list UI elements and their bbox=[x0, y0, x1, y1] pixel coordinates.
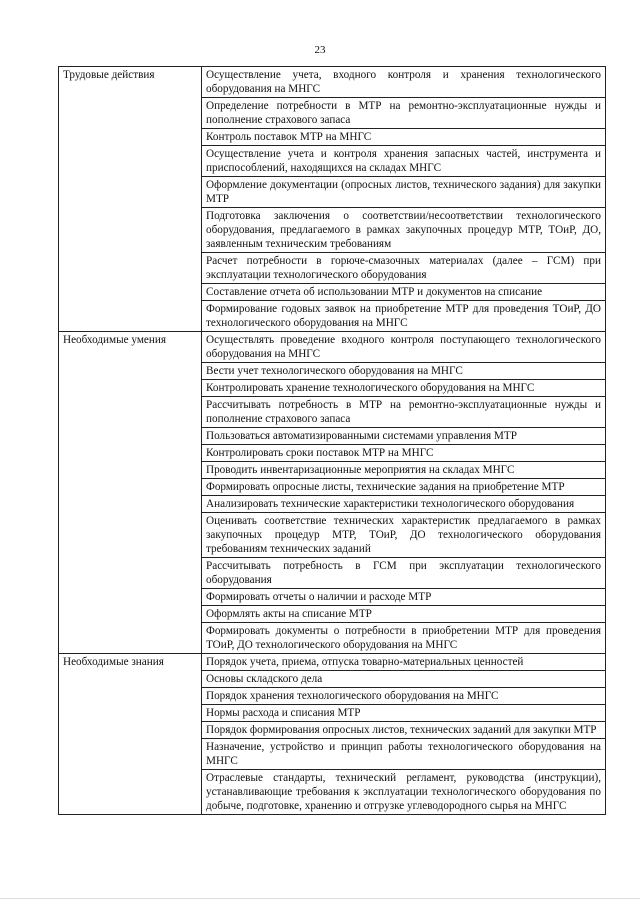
requirement-item: Осуществление учета, входного контроля и хранения технологического оборудования на МНГС bbox=[202, 67, 606, 98]
requirement-item: Назначение, устройство и принцип работы технологического оборудования на МНГС bbox=[202, 739, 606, 770]
requirement-item: Нормы расхода и списания МТР bbox=[202, 705, 606, 722]
requirement-item: Рассчитывать потребность в МТР на ремонтно-эксплуатационные нужды и пополнение страхового запаса bbox=[202, 397, 606, 428]
section-title: Трудовые действия bbox=[59, 67, 202, 332]
requirement-item: Осуществление учета и контроля хранения запасных частей, инструмента и приспособлений, находящихся на складах МНГС bbox=[202, 146, 606, 177]
section-title: Необходимые умения bbox=[59, 332, 202, 654]
table-row bbox=[59, 332, 606, 363]
requirement-item: Пользоваться автоматизированными системами управления МТР bbox=[202, 428, 606, 445]
requirements-table bbox=[58, 66, 606, 815]
requirement-item: Рассчитывать потребность в ГСМ при эксплуатации технологического оборудования bbox=[202, 558, 606, 589]
requirement-item: Проводить инвентаризационные мероприятия на складах МНГС bbox=[202, 462, 606, 479]
requirement-item: Определение потребности в МТР на ремонтно-эксплуатационные нужды и пополнение страхового запаса bbox=[202, 98, 606, 129]
requirement-item: Оценивать соответствие технических характеристик предлагаемого в рамках закупочных процедур МТР, ТОиР, ДО технологического оборудования требованиям технических заданий bbox=[202, 513, 606, 558]
requirement-item: Осуществлять проведение входного контроля поступающего технологического оборудования на МНГС bbox=[202, 332, 606, 363]
scan-edge-line bbox=[0, 898, 640, 899]
requirement-item: Формировать отчеты о наличии и расходе МТР bbox=[202, 589, 606, 606]
requirement-item: Порядок хранения технологического оборудования на МНГС bbox=[202, 688, 606, 705]
requirement-item: Формирование годовых заявок на приобретение МТР для проведения ТОиР, ДО технологического оборудования на МНГС bbox=[202, 301, 606, 332]
requirement-item: Оформление документации (опросных листов, технического задания) для закупки МТР bbox=[202, 177, 606, 208]
requirement-item: Расчет потребности в горюче-смазочных материалах (далее – ГСМ) при эксплуатации технологического оборудования bbox=[202, 253, 606, 284]
page-number: 23 bbox=[314, 44, 326, 56]
requirement-item: Порядок учета, приема, отпуска товарно-материальных ценностей bbox=[202, 654, 606, 671]
requirement-item: Анализировать технические характеристики технологического оборудования bbox=[202, 496, 606, 513]
requirement-item: Составление отчета об использовании МТР и документов на списание bbox=[202, 284, 606, 301]
requirement-item: Контроль поставок МТР на МНГС bbox=[202, 129, 606, 146]
requirement-item: Отраслевые стандарты, технический регламент, руководства (инструкции), устанавливающие требования к эксплуатации технологического оборудования по добыче, подготовке, хранению и отгрузке углеводородного сырья на МНГС bbox=[202, 770, 606, 815]
requirement-item: Вести учет технологического оборудования на МНГС bbox=[202, 363, 606, 380]
requirement-item: Контролировать сроки поставок МТР на МНГС bbox=[202, 445, 606, 462]
requirement-item: Порядок формирования опросных листов, технических заданий для закупки МТР bbox=[202, 722, 606, 739]
requirement-item: Формировать документы о потребности в приобретении МТР для проведения ТОиР, ДО технологического оборудования на МНГС bbox=[202, 623, 606, 654]
requirement-item: Формировать опросные листы, технические задания на приобретение МТР bbox=[202, 479, 606, 496]
requirements-table-body bbox=[59, 67, 606, 815]
table-row bbox=[59, 654, 606, 671]
table-row bbox=[59, 67, 606, 98]
section-title: Необходимые знания bbox=[59, 654, 202, 815]
requirement-item: Контролировать хранение технологического оборудования на МНГС bbox=[202, 380, 606, 397]
requirement-item: Оформлять акты на списание МТР bbox=[202, 606, 606, 623]
requirement-item: Подготовка заключения о соответствии/несоответствии технологического оборудования, предлагаемого в рамках закупочных процедур МТР, ТОиР, ДО, заявленным техническим требованиям bbox=[202, 208, 606, 253]
requirement-item: Основы складского дела bbox=[202, 671, 606, 688]
